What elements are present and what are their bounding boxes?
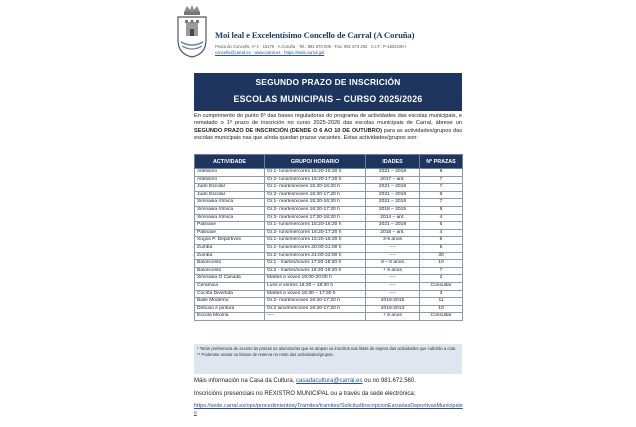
cell-group: Gr.1 - martes/xoves 17:20-18:20 h xyxy=(265,260,366,268)
table-row xyxy=(195,191,463,199)
activities-table xyxy=(194,154,463,321)
notes-box xyxy=(194,344,462,374)
cell-places: 6 xyxy=(420,169,463,177)
cell-group: Gr.2- luns/mércores 16:20-17:20 h xyxy=(265,176,366,184)
cell-places: 4 xyxy=(420,214,463,222)
cell-group: Gr.2- martes/xoves 16:20-17:20 h xyxy=(265,206,366,214)
cell-activity: Ximnasia rítmica xyxy=(195,199,265,207)
cell-group: Gr.3- martes/xoves 17:20-18:20 h xyxy=(265,214,366,222)
table-row xyxy=(195,206,463,214)
cell-places: 7 xyxy=(420,267,463,275)
table-row xyxy=(195,282,463,290)
cell-places: 11 xyxy=(420,298,463,306)
banner-title-line1: SEGUNDO PRAZO DE INSCRICIÓN xyxy=(255,77,401,87)
cell-ages: 2021 – 2019 xyxy=(366,222,420,230)
cell-places: 6 xyxy=(420,222,463,230)
header-group-schedule: GRUPO/ HORARIO xyxy=(265,155,366,169)
cell-activity: Ximnasia O Canadá xyxy=(195,275,265,283)
cell-ages: ---- xyxy=(366,252,420,260)
cell-activity: Debuxo e pintura xyxy=(195,305,265,313)
cell-ages: 8 – 6 anos xyxy=(366,260,420,268)
cell-group: Gr.2- luns/mércores 16:20-17:20 h xyxy=(265,229,366,237)
table-row xyxy=(195,199,463,207)
cell-ages: ---- xyxy=(366,244,420,252)
table-row xyxy=(195,298,463,306)
cell-ages: 2014 – ant. xyxy=(366,214,420,222)
org-name: Moi leal e Excelentísimo Concello de Carral (A Coruña) xyxy=(215,30,415,40)
cell-ages: 2018 – ant. xyxy=(366,229,420,237)
cell-ages: 2017 – ant. xyxy=(366,176,420,184)
cell-activity: Ximnasia rítmica xyxy=(195,214,265,222)
cell-activity: Cerámica xyxy=(195,282,265,290)
letterhead xyxy=(168,4,468,64)
cell-group: Gr.1- luns/mércores 20:00-21:00 h xyxy=(265,244,366,252)
cell-activity: Baloncesto xyxy=(195,267,265,275)
cell-places: 10 xyxy=(420,260,463,268)
table-row xyxy=(195,237,463,245)
table-header-row xyxy=(195,155,463,169)
header-activity: ACTIVIDADE xyxy=(195,155,265,169)
contact-links[interactable]: concello@carral.es · www.carral.es · https://sede.carral.gal xyxy=(215,50,325,55)
cell-ages: + 6 anos xyxy=(366,313,420,321)
cell-group: Gr.2- luns/mércores 21:00-22:00 h xyxy=(265,252,366,260)
registration-info: Inscricións presenciais no REXISTRO MUNICIPAL ou a través da sede electrónica: xyxy=(194,391,416,397)
cell-group: Gr.2 - martes/xoves 18:20-19:20 h xyxy=(265,267,366,275)
cell-group: Gr.1- luns/mércores 15:20-16:20 h xyxy=(265,237,366,245)
cell-places: 6 xyxy=(420,191,463,199)
cell-group: Gr.2- martes/xoves 16:20-17:20 h xyxy=(265,191,366,199)
cell-places: Consultar xyxy=(420,282,463,290)
table-row xyxy=(195,244,463,252)
note-preference: * Terán preferencia de acceso ás prazas os alumnos/as que se atopan xa inscritos nas listas de espera das actividades que cubrirán a cota xyxy=(197,346,456,351)
cell-places: 6 xyxy=(420,206,463,214)
cell-places: 5 xyxy=(420,244,463,252)
coat-of-arms-icon xyxy=(174,4,210,58)
intro-highlight: SEGUNDO PRAZO DE INSCRICIÓN (DENDE O 6 AO 10 DE OUTUBRO) xyxy=(194,127,382,134)
cell-activity: Ximnasia rítmica xyxy=(195,206,265,214)
cell-places: Consultar xyxy=(420,313,463,321)
table-row xyxy=(195,176,463,184)
more-info-prefix: Máis información na Casa da Cultura, xyxy=(194,378,297,384)
cell-places: 4 xyxy=(420,229,463,237)
table-row xyxy=(195,275,463,283)
cell-activity: Baloncesto xyxy=(195,260,265,268)
cell-activity: Zumba xyxy=(195,244,265,252)
table-row xyxy=(195,222,463,230)
table-row xyxy=(195,214,463,222)
cell-activity: Judo Escolar xyxy=(195,191,265,199)
cell-activity: Patinaxe xyxy=(195,229,265,237)
cell-activity: Cociña Divertida xyxy=(195,290,265,298)
cell-group: Gr.1- martes/xoves 15:20-16:20 h xyxy=(265,199,366,207)
cell-places: 6 xyxy=(420,237,463,245)
cell-ages: 2016-2013 xyxy=(366,305,420,313)
cell-activity: Atletismo xyxy=(195,176,265,184)
table-row xyxy=(195,260,463,268)
title-banner xyxy=(194,73,462,111)
table-row xyxy=(195,267,463,275)
note-reserve: ** Poderase anotar na listaxe de reserva no resto das actividades/grupos. xyxy=(197,352,334,357)
more-info-line xyxy=(194,378,416,384)
cell-ages: ---- xyxy=(366,282,420,290)
cell-activity: Patinaxe xyxy=(195,222,265,230)
cell-activity: Escola Mixima xyxy=(195,313,265,321)
cell-ages: 2018 – 2015 xyxy=(366,206,420,214)
document-page xyxy=(168,0,468,427)
cell-group: Martes e xoves 19:00-20:00 h xyxy=(265,275,366,283)
cell-group: Martes e xoves 16:30 – 17:30 h xyxy=(265,290,366,298)
intro-text-start: En cumprimento do punto 6º das bases reguladoras do programa de actividades das escolas municipais, e rematado o 1º prazo de inscrición no curso 2025-2026 das escolas municipais de Carral, ábrese un xyxy=(194,113,462,127)
cell-places: 30 xyxy=(420,252,463,260)
banner-title-line2: ESCOLAS MUNICIPAIS – CURSO 2025/2026 xyxy=(233,94,423,104)
cell-ages: ---- xyxy=(366,275,420,283)
cell-activity: Xogos P. Deportivos xyxy=(195,237,265,245)
cell-activity: Atletismo xyxy=(195,169,265,177)
header-ages: IDADES xyxy=(366,155,420,169)
table-row xyxy=(195,184,463,192)
table-row xyxy=(195,169,463,177)
e-office-link[interactable]: https://sede.carral.es/opx/procedimientosyTramites/tramites/SolicitudInscripcionEscuelasDeportivasMunicipales xyxy=(194,403,463,416)
cell-ages: 3-5 anos xyxy=(366,237,420,245)
more-info-suffix: ou no 981.672.560. xyxy=(362,378,416,384)
header-places: Nº PRAZAS xyxy=(420,155,463,169)
cell-ages: ---- xyxy=(366,290,420,298)
cell-group: Gr.2 luns/mércores 16:20-17:20 h xyxy=(265,305,366,313)
cell-group: Luns e venres 16:30 – 18:30 h xyxy=(265,282,366,290)
cell-group: Gr.1- luns/mércores 15:20-16:20 h xyxy=(265,169,366,177)
cell-group: ---- xyxy=(265,313,366,321)
cell-activity: Zumba xyxy=(195,252,265,260)
cell-activity: Baile Moderno xyxy=(195,298,265,306)
table-row xyxy=(195,290,463,298)
cell-ages: 2016-2015 xyxy=(366,298,420,306)
intro-paragraph xyxy=(194,113,462,142)
contact-address: Praza do Concello, nº 1 · 15175 · A Coruña · Tel.: 981 670 006 · Fax: 981 673 292 · C.I.F.: P-1502100-I xyxy=(215,44,407,49)
cell-places: 7 xyxy=(420,184,463,192)
cell-ages: 2021 – 2019 xyxy=(366,184,420,192)
cell-ages: + 9 anos xyxy=(366,267,420,275)
table-row xyxy=(195,252,463,260)
intro-text-end: para as actividades/grupos das escolas municipais nas que aínda quedan prazas vacantes. Estas actividades/grupos son: xyxy=(194,127,462,141)
cell-places: 7 xyxy=(420,176,463,184)
cell-ages: 2021 – 2019 xyxy=(366,191,420,199)
cell-group: Gr.2- martes/xoves 16:20-17:20 h xyxy=(265,298,366,306)
table-row xyxy=(195,305,463,313)
cell-places: 2 xyxy=(420,275,463,283)
email-link[interactable]: casadacultura@carral.es xyxy=(296,378,363,384)
cell-activity: Judo Escolar xyxy=(195,184,265,192)
table-row xyxy=(195,313,463,321)
contact-details xyxy=(215,44,406,56)
cell-places: 3 xyxy=(420,290,463,298)
cell-group: Gr.1- martes/xoves 15:20-16:20 h xyxy=(265,184,366,192)
cell-places: 7 xyxy=(420,199,463,207)
cell-ages: 2021 – 2019 xyxy=(366,199,420,207)
table-row xyxy=(195,229,463,237)
cell-group: Gr.1- luns/mércores 15:20-16:20 h xyxy=(265,222,366,230)
cell-ages: 2021 – 2019 xyxy=(366,169,420,177)
cell-places: 10 xyxy=(420,305,463,313)
